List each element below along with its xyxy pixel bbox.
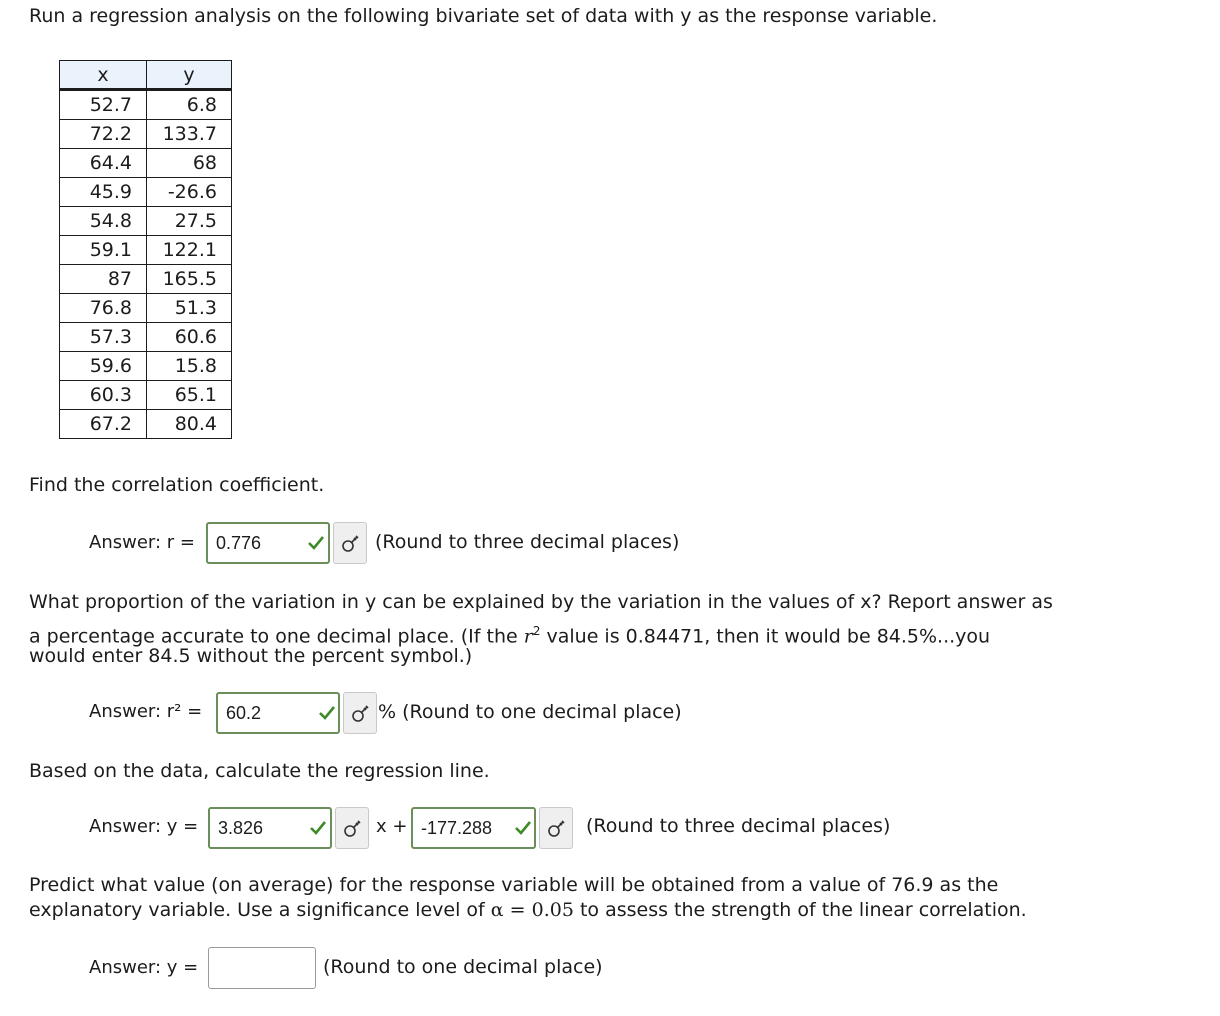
table-cell-y: 133.7 [147,120,232,149]
table-cell-x: 54.8 [60,207,147,236]
part1-prompt: Find the correlation coefficient. [29,474,325,496]
r2-answer-input[interactable]: 60.2 [216,692,340,734]
table-cell-x: 59.1 [60,236,147,265]
check-icon [514,819,532,837]
intercept-key-button[interactable] [539,807,573,849]
key-icon [341,535,361,553]
x-plus-label: x + [376,816,408,837]
slope-key-button[interactable] [335,807,369,849]
table-row [60,352,232,381]
r-answer-input[interactable]: 0.776 [206,522,330,564]
table-row [60,294,232,323]
part2-label: Answer: r² = [89,701,203,722]
table-cell-x: 57.3 [60,323,147,352]
table-cell-y: 51.3 [147,294,232,323]
part2-prompt-line3: would enter 84.5 without the percent symbol.) [29,645,473,667]
key-icon [351,705,371,723]
table-row [60,410,232,439]
table-cell-x: 87 [60,265,147,294]
prediction-answer-input[interactable] [208,947,316,989]
key-icon [343,820,363,838]
part1-hint: (Round to three decimal places) [375,531,680,553]
table-cell-x: 67.2 [60,410,147,439]
r2-key-button[interactable] [343,692,377,734]
check-icon [318,704,336,722]
slope-answer-input[interactable]: 3.826 [208,807,332,849]
table-cell-x: 52.7 [60,90,147,120]
question-intro: Run a regression analysis on the following bivariate set of data with y as the response variable. [29,5,938,27]
key-icon [547,820,567,838]
check-icon [309,819,327,837]
part3-hint: (Round to three decimal places) [586,815,891,837]
part4-prompt-line2: explanatory variable. Use a significance level of α = 0.05 to assess the strength of the linear correlation. [29,899,1027,921]
check-icon [307,534,325,552]
table-cell-y: 122.1 [147,236,232,265]
percent-unit: % [378,701,397,723]
part3-prompt: Based on the data, calculate the regression line. [29,760,490,782]
part2-prompt-line1: What proportion of the variation in y can be explained by the variation in the values of x? Report answer as [29,591,1053,613]
table-row [60,120,232,149]
table-row [60,381,232,410]
part4-label: Answer: y = [89,957,199,978]
data-table [59,60,232,439]
part1-label: Answer: r = [89,532,195,553]
table-cell-y: 27.5 [147,207,232,236]
table-row [60,323,232,352]
table-cell-x: 59.6 [60,352,147,381]
table-row [60,207,232,236]
table-cell-x: 72.2 [60,120,147,149]
table-cell-y: 6.8 [147,90,232,120]
part2-prompt-line2: a percentage accurate to one decimal place. (If the $r^2$ value is 0.84471, then it would be 84.5%...you [29,624,991,648]
table-cell-y: 65.1 [147,381,232,410]
table-row [60,236,232,265]
table-row [60,149,232,178]
table-cell-y: 68 [147,149,232,178]
table-cell-y: 15.8 [147,352,232,381]
intercept-answer-input[interactable]: -177.288 [411,807,536,849]
table-cell-y: 80.4 [147,410,232,439]
part4-prompt-line1: Predict what value (on average) for the response variable will be obtained from a value of 76.9 as the [29,874,999,896]
part4-hint: (Round to one decimal place) [323,956,603,978]
part2-hint: % (Round to one decimal place) [378,701,682,723]
table-cell-y: 60.6 [147,323,232,352]
table-cell-x: 64.4 [60,149,147,178]
part3-label: Answer: y = [89,816,199,837]
table-header-row [60,61,232,90]
table-cell-y: 165.5 [147,265,232,294]
table-cell-x: 60.3 [60,381,147,410]
table-header-y: y [147,61,232,90]
table-cell-x: 76.8 [60,294,147,323]
table-cell-x: 45.9 [60,178,147,207]
table-cell-y: -26.6 [147,178,232,207]
alpha-expression: α = 0.05 [490,899,574,921]
table-header-x: x [60,61,147,90]
r-key-button[interactable] [333,522,367,564]
table-row [60,90,232,120]
table-row [60,178,232,207]
table-row [60,265,232,294]
